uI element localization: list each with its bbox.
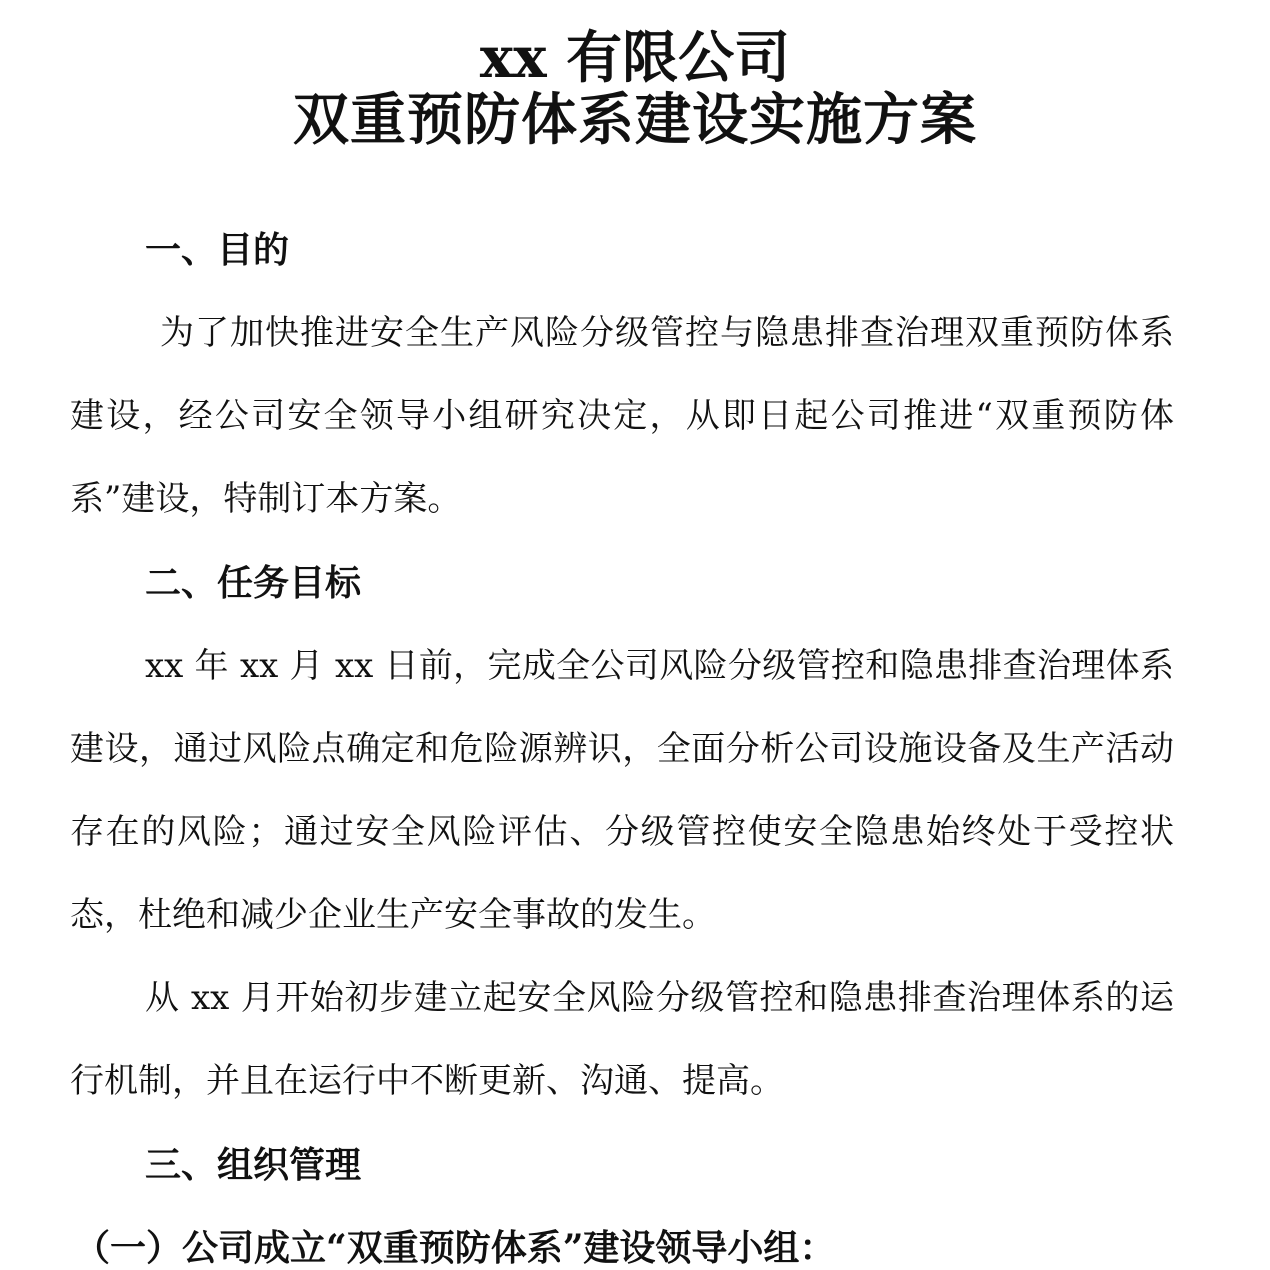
section-organization-subheading: （一）公司成立“双重预防体系”建设领导小组：	[74, 1227, 836, 1269]
section-goals-paragraph-2: 从 xx 月开始初步建立起安全风险分级管控和隐患排查治理体系的运行机制，并且在运行中不断更新、沟通、提高。	[70, 978, 1174, 1101]
document-title-company: xx 有限公司	[479, 25, 791, 91]
section-purpose-paragraph: 为了加快推进安全生产风险分级管控与隐患排查治理双重预防体系建设，经公司安全领导小组研究决定，从即日起公司推进“双重预防体系”建设，特制订本方案。	[70, 313, 1174, 519]
section-goals-paragraph-1: xx 年 xx 月 xx 日前，完成全公司风险分级管控和隐患排查治理体系建设，通过风险点确定和危险源辨识，全面分析公司设施设备及生产活动存在的风险；通过安全风险评估、分级管控使安全隐患始终处于受控状态，杜绝和减少企业生产安全事故的发生。	[70, 646, 1174, 935]
document-title-plan: 双重预防体系建设实施方案	[293, 87, 977, 153]
section-heading-organization: 三、组织管理	[145, 1144, 362, 1186]
section-heading-purpose: 一、目的	[145, 229, 290, 271]
section-heading-goals: 二、任务目标	[145, 562, 362, 604]
